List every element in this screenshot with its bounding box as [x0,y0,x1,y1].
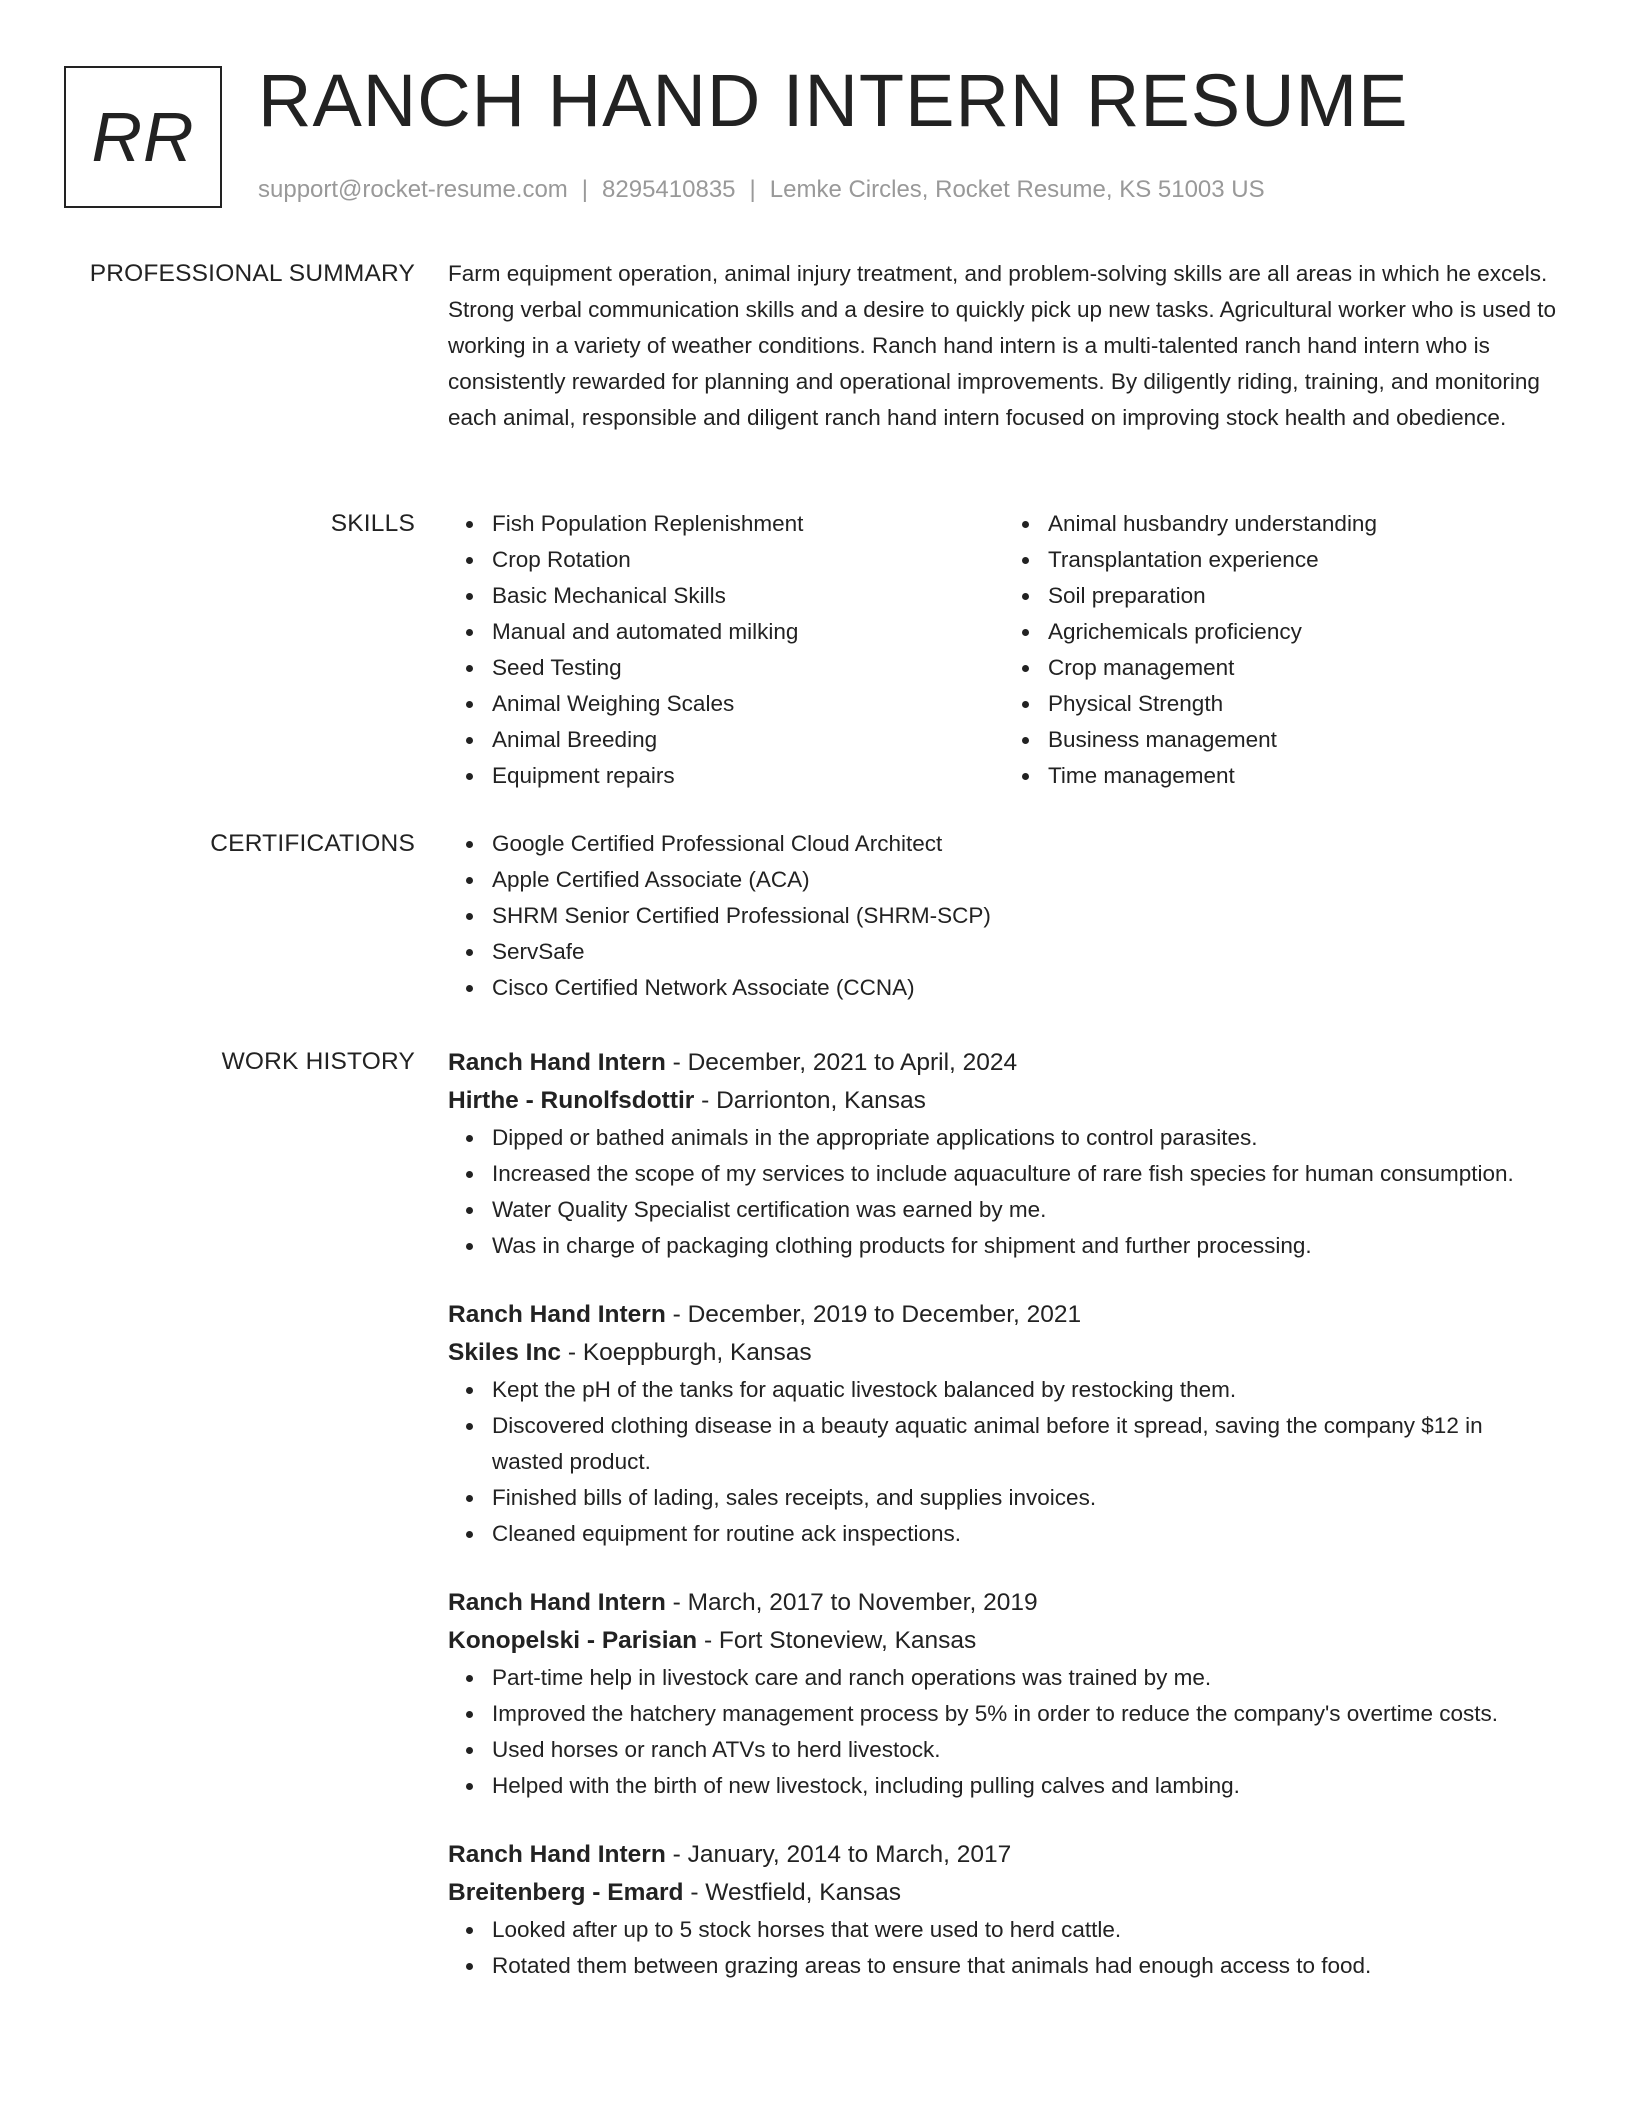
skill-item: Transplantation experience [1048,542,1560,578]
skill-item: Manual and automated milking [492,614,1004,650]
job-duty-item: Water Quality Specialist certification was earned by me. [492,1192,1560,1228]
job-duties [448,1120,1560,1264]
skill-item: Basic Mechanical Skills [492,578,1004,614]
job-location: - Westfield, Kansas [683,1879,901,1906]
job-duty-item: Dipped or bathed animals in the appropriate applications to control parasites. [492,1120,1560,1156]
skill-item: Animal husbandry understanding [1048,506,1560,542]
contact-line [258,176,1265,204]
job-company: Breitenberg - Emard [448,1879,684,1906]
job-location: - Fort Stoneview, Kansas [697,1627,977,1654]
job-title: Ranch Hand Intern [448,1301,666,1328]
skill-item: Soil preparation [1048,578,1560,614]
job-company-line [448,1082,1560,1120]
job-company-line [448,1874,1560,1912]
section-heading-skills: SKILLS [330,510,415,537]
job-duty-item: Rotated them between grazing areas to ensure that animals had enough access to food. [492,1948,1560,1984]
job-dates: - March, 2017 to November, 2019 [665,1589,1038,1616]
job-entry [448,1584,1560,1804]
job-title: Ranch Hand Intern [448,1589,666,1616]
skill-item: Animal Weighing Scales [492,686,1004,722]
certification-item: ServSafe [492,934,1560,970]
resume-title: RANCH HAND INTERN RESUME [258,59,1409,142]
job-entry [448,1044,1560,1264]
skills-list-right [1004,506,1560,794]
skill-item: Equipment repairs [492,758,1004,794]
certifications-body [448,826,1560,1006]
job-entry [448,1836,1560,1984]
skill-item: Business management [1048,722,1560,758]
job-company-line [448,1622,1560,1660]
skill-item: Fish Population Replenishment [492,506,1004,542]
work-history-body [448,1044,1560,2016]
certification-item: Cisco Certified Network Associate (CCNA) [492,970,1560,1006]
job-duties [448,1372,1560,1552]
skill-item: Animal Breeding [492,722,1004,758]
job-duty-item: Cleaned equipment for routine ack inspections. [492,1516,1560,1552]
monogram-initials: RR [91,98,195,176]
job-location: - Koeppburgh, Kansas [561,1339,812,1366]
contact-separator: | [749,176,756,203]
job-title-line [448,1296,1560,1334]
skill-item: Crop Rotation [492,542,1004,578]
job-dates: - December, 2019 to December, 2021 [665,1301,1082,1328]
job-entry [448,1296,1560,1552]
monogram-box [64,66,222,208]
job-duty-item: Part-time help in livestock care and ranch operations was trained by me. [492,1660,1560,1696]
certification-item: SHRM Senior Certified Professional (SHRM-SCP) [492,898,1560,934]
job-duty-item: Discovered clothing disease in a beauty aquatic animal before it spread, saving the company $12 in wasted product. [492,1408,1560,1480]
job-duty-item: Helped with the birth of new livestock, including pulling calves and lambing. [492,1768,1560,1804]
skill-item: Time management [1048,758,1560,794]
job-company: Skiles Inc [448,1339,562,1366]
skill-item: Seed Testing [492,650,1004,686]
section-heading-certifications: CERTIFICATIONS [210,830,415,857]
summary-text: Farm equipment operation, animal injury treatment, and problem-solving skills are all areas in which he excels. Strong verbal communication skills and a desire to quickly pick up new tasks. Agricultural worker who is used to working in a variety of weather conditions. Ranch hand intern is a multi-talented ranch hand intern who is consistently rewarded for planning and operational improvements. By diligently riding, training, and monitoring each animal, responsible and diligent ranch hand intern focused on improving stock health and obedience. [448,261,1557,430]
job-location: - Darrionton, Kansas [694,1087,926,1114]
skills-body [448,506,1560,794]
job-company: Konopelski - Parisian [448,1627,698,1654]
job-duty-item: Increased the scope of my services to include aquaculture of rare fish species for human consumption. [492,1156,1560,1192]
job-duties [448,1912,1560,1984]
job-duty-item: Improved the hatchery management process by 5% in order to reduce the company's overtime costs. [492,1696,1560,1732]
skill-item: Physical Strength [1048,686,1560,722]
job-title-line [448,1044,1560,1082]
job-duty-item: Was in charge of packaging clothing products for shipment and further processing. [492,1228,1560,1264]
section-heading-work-history: WORK HISTORY [221,1048,415,1075]
contact-separator: | [581,176,589,203]
summary-body [448,256,1560,436]
certification-item: Google Certified Professional Cloud Architect [492,826,1560,862]
certification-item: Apple Certified Associate (ACA) [492,862,1560,898]
job-title: Ranch Hand Intern [448,1049,666,1076]
skills-columns [448,506,1560,794]
job-company: Hirthe - Runolfsdottir [448,1087,695,1114]
job-duty-item: Kept the pH of the tanks for aquatic livestock balanced by restocking them. [492,1372,1560,1408]
job-duty-item: Used horses or ranch ATVs to herd livestock. [492,1732,1560,1768]
job-title: Ranch Hand Intern [448,1841,666,1868]
job-duty-item: Finished bills of lading, sales receipts, and supplies invoices. [492,1480,1560,1516]
job-duties [448,1660,1560,1804]
section-heading-summary: PROFESSIONAL SUMMARY [89,260,415,287]
contact-email: support@rocket-resume.com [258,176,568,203]
job-title-line [448,1584,1560,1622]
contact-address: Lemke Circles, Rocket Resume, KS 51003 US [769,176,1265,203]
job-duty-item: Looked after up to 5 stock horses that were used to herd cattle. [492,1912,1560,1948]
contact-phone: 8295410835 [602,176,736,203]
certifications-list [448,826,1560,1006]
job-dates: - December, 2021 to April, 2024 [665,1049,1018,1076]
job-title-line [448,1836,1560,1874]
skills-list-left [448,506,1004,794]
job-company-line [448,1334,1560,1372]
skill-item: Agrichemicals proficiency [1048,614,1560,650]
job-dates: - January, 2014 to March, 2017 [665,1841,1012,1868]
skill-item: Crop management [1048,650,1560,686]
